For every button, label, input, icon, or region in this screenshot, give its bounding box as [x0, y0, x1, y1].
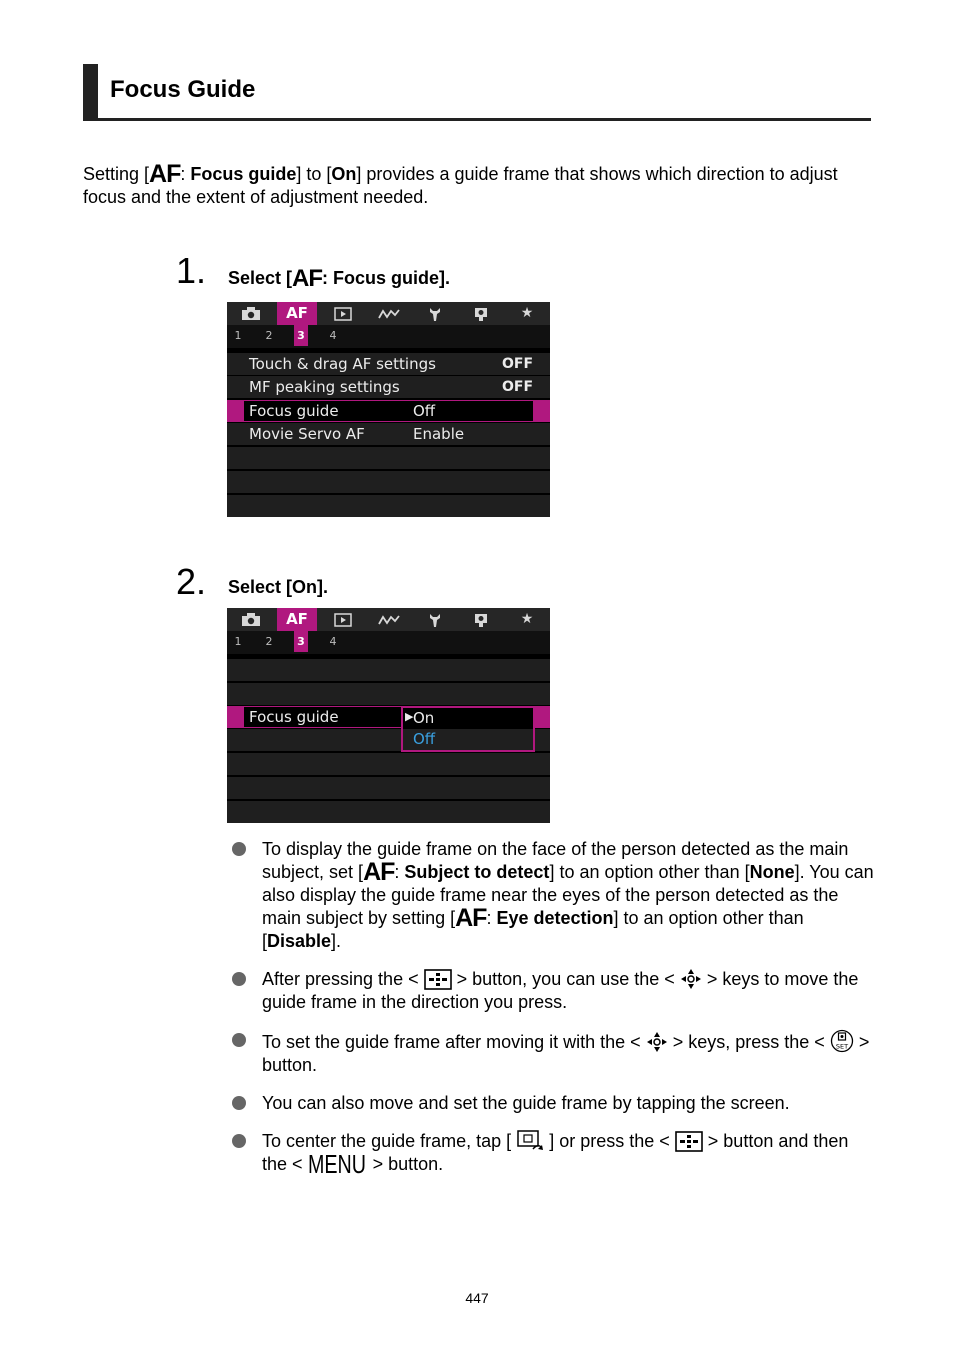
menu-item-empty — [227, 683, 550, 705]
set-button-icon — [830, 1029, 854, 1053]
menu-item-empty — [227, 801, 550, 823]
svg-text:MENU: MENU — [307, 1149, 366, 1179]
menu-subtab-row — [227, 325, 550, 348]
menu-item-empty — [227, 471, 550, 493]
step-1-text: Select [AF: Focus guide]. — [228, 265, 451, 292]
star-icon[interactable]: ★ — [520, 305, 534, 321]
camera-icon[interactable] — [231, 608, 271, 631]
focus-guide-options — [401, 706, 535, 752]
subtab-4[interactable]: 4 — [329, 635, 337, 648]
wave-icon[interactable] — [369, 302, 409, 325]
af-icon: AF — [292, 265, 323, 292]
selected-marker-icon: ▶ — [405, 710, 414, 723]
wrench-icon[interactable] — [415, 608, 455, 631]
custom-icon[interactable] — [461, 608, 501, 631]
menu-tab-row — [227, 608, 550, 631]
info-button-icon — [424, 969, 452, 990]
menu-item-focus-guide[interactable]: Focus guide Off — [227, 400, 550, 422]
bullet-dot — [232, 1096, 246, 1110]
subtab-1[interactable]: 1 — [234, 329, 242, 342]
menu-item-touch-drag[interactable]: Touch & drag AF settings OFF — [227, 353, 550, 375]
subtab-4[interactable]: 4 — [329, 329, 337, 342]
list-item: To set the guide frame after moving it with the < > keys, press the < SET > button. — [230, 1029, 875, 1077]
menu-item-empty — [227, 777, 550, 799]
af-icon: AF — [455, 904, 487, 932]
menu-subtab-row — [227, 631, 550, 654]
menu-item-focus-guide[interactable]: Focus guide — [227, 706, 550, 728]
list-item: After pressing the < > button, you can use the < > keys to move the guide frame in the direction you press. — [230, 968, 875, 1014]
option-off[interactable]: Off — [403, 729, 533, 750]
list-item: To display the guide frame on the face of the person detected as the main subject, set [AF: Subject to detect] to an option other than [None]. You can also display the guide frame near the eyes of the person detected as the main subject by setting [AF: Eye detection] to an option other than [Disable]. — [230, 838, 875, 953]
step-1-number: 1. — [176, 250, 207, 291]
subtab-2[interactable]: 2 — [265, 329, 273, 342]
playback-icon[interactable] — [323, 302, 363, 325]
menu-tab-row — [227, 302, 550, 325]
menu-item-empty — [227, 495, 550, 517]
tab-af[interactable]: AF — [277, 302, 317, 325]
page-number: 447 — [465, 1290, 489, 1306]
playback-icon[interactable] — [323, 608, 363, 631]
subtab-1[interactable]: 1 — [234, 635, 242, 648]
list-item: To center the guide frame, tap [ ] or press the < > button and then the < MENU > button. — [230, 1130, 875, 1176]
menu-screen-2 — [227, 608, 550, 823]
menu-screen-1 — [227, 302, 550, 517]
list-item: You can also move and set the guide frame by tapping the screen. — [230, 1092, 875, 1115]
intro-paragraph: Setting [AF: Focus guide] to [On] provides a guide frame that shows which direction to adjust focus and the extent of adjustment needed. — [83, 160, 838, 207]
tab-af[interactable]: AF — [277, 608, 317, 631]
menu-item-mf-peaking[interactable]: MF peaking settings OFF — [227, 376, 550, 398]
option-on[interactable]: ▶ On — [403, 708, 533, 729]
subtab-3[interactable]: 3 — [294, 631, 308, 652]
custom-icon[interactable] — [461, 302, 501, 325]
step-2-number: 2. — [176, 561, 207, 602]
header-accent-bar — [83, 64, 98, 121]
subtab-2[interactable]: 2 — [265, 635, 273, 648]
menu-item-empty — [227, 659, 550, 681]
menu-item-empty — [227, 753, 550, 775]
bullet-list — [230, 838, 875, 1191]
page-title: Focus Guide — [110, 76, 256, 103]
camera-icon[interactable] — [231, 302, 271, 325]
subtab-3[interactable]: 3 — [294, 325, 308, 346]
multi-controller-icon — [680, 968, 702, 990]
af-icon: AF — [149, 160, 181, 188]
menu-button-icon — [307, 1149, 368, 1179]
center-frame-icon — [516, 1130, 544, 1152]
menu-item-movie-servo-af[interactable]: Movie Servo AF Enable — [227, 423, 550, 445]
bullet-dot — [232, 1033, 246, 1047]
menu-item-empty — [227, 447, 550, 469]
wrench-icon[interactable] — [415, 302, 455, 325]
star-icon[interactable]: ★ — [520, 611, 534, 627]
wave-icon[interactable] — [369, 608, 409, 631]
info-button-icon — [675, 1131, 703, 1152]
bullet-dot — [232, 1134, 246, 1148]
af-icon: AF — [363, 858, 395, 886]
svg-text:SET: SET — [835, 1042, 848, 1051]
header-underline — [83, 118, 871, 121]
multi-controller-icon — [646, 1031, 668, 1053]
step-2-text: Select [On]. — [228, 577, 329, 597]
bullet-dot — [232, 842, 246, 856]
bullet-dot — [232, 972, 246, 986]
